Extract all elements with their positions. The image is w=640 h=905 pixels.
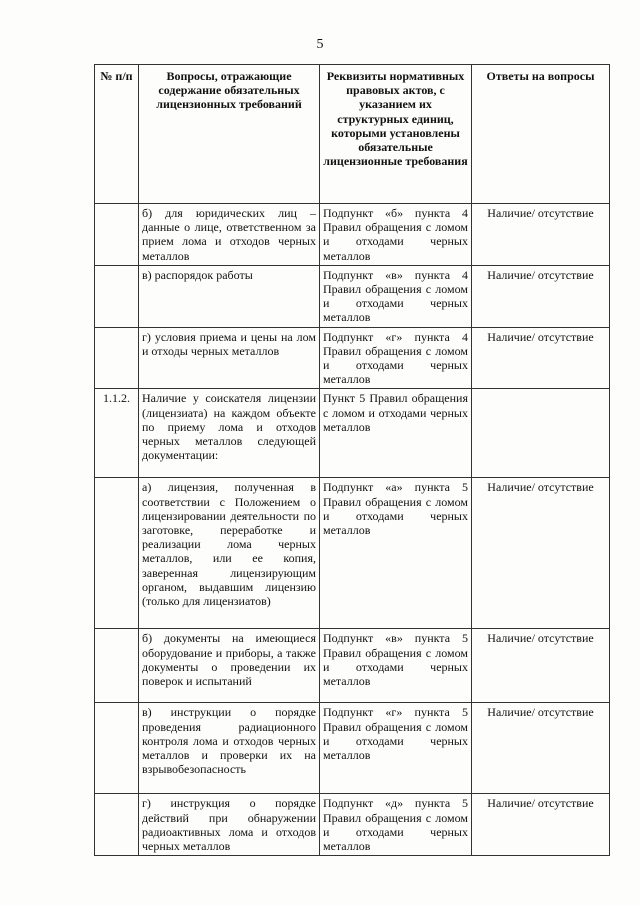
row-requisite: Подпункт «в» пункта 4 Правил обращения с ломом и отходами черных металлов bbox=[320, 265, 472, 327]
row-num bbox=[95, 265, 139, 327]
row-requisite: Подпункт «д» пункта 5 Правил обращения с ломом и отходами черных металлов bbox=[320, 794, 472, 856]
table-row bbox=[95, 204, 610, 266]
row-answer bbox=[472, 389, 610, 478]
row-question: в) инструкции о порядке проведения радиационного контроля лома и отходов черных металлов и проверки их на взрывобезопасность bbox=[139, 703, 320, 794]
row-num: 1.1.2. bbox=[95, 389, 139, 478]
row-num bbox=[95, 794, 139, 856]
row-question: г) инструкция о порядке действий при обнаружении радиоактивных лома и отходов черных металлов bbox=[139, 794, 320, 856]
row-num bbox=[95, 703, 139, 794]
row-question: а) лицензия, полученная в соответствии с Положением о лицензировании деятельности по заготовке, переработке и реализации лома черных металлов, или ее копия, заверенная лицензирующим органом, выдавшим лицензию (только для лицензиатов) bbox=[139, 478, 320, 629]
row-num bbox=[95, 327, 139, 389]
row-question: б) для юридических лиц – данные о лице, ответственном за прием лома и отходов черных металлов bbox=[139, 204, 320, 266]
row-requisite: Подпункт «а» пункта 5 Правил обращения с ломом и отходами черных металлов bbox=[320, 478, 472, 629]
row-answer: Наличие/ отсутствие bbox=[472, 703, 610, 794]
row-requisite: Подпункт «б» пункта 4 Правил обращения с ломом и отходами черных металлов bbox=[320, 204, 472, 266]
row-requisite: Пункт 5 Правил обращения с ломом и отходами черных металлов bbox=[320, 389, 472, 478]
row-requisite: Подпункт «г» пункта 5 Правил обращения с ломом и отходами черных металлов bbox=[320, 703, 472, 794]
row-question: в) распорядок работы bbox=[139, 265, 320, 327]
table-row bbox=[95, 629, 610, 703]
table-row bbox=[95, 478, 610, 629]
row-question: г) условия приема и цены на лом и отходы черных металлов bbox=[139, 327, 320, 389]
row-answer: Наличие/ отсутствие bbox=[472, 794, 610, 856]
header-requisites: Реквизиты нормативных правовых актов, с указанием их структурных единиц, которыми установлены обязательные лицензионные требования bbox=[320, 65, 472, 204]
page-number: 5 bbox=[316, 37, 324, 52]
table-row bbox=[95, 389, 610, 478]
row-question: б) документы на имеющиеся оборудование и приборы, а также документы о проведении их поверок и испытаний bbox=[139, 629, 320, 703]
row-num bbox=[95, 478, 139, 629]
row-requisite: Подпункт «г» пункта 4 Правил обращения с ломом и отходами черных металлов bbox=[320, 327, 472, 389]
row-answer: Наличие/ отсутствие bbox=[472, 327, 610, 389]
row-answer: Наличие/ отсутствие bbox=[472, 629, 610, 703]
row-num bbox=[95, 204, 139, 266]
row-answer: Наличие/ отсутствие bbox=[472, 204, 610, 266]
row-question: Наличие у соискателя лицензии (лицензиата) на каждом объекте по приему лома и отходов черных металлов следующей документации: bbox=[139, 389, 320, 478]
header-num: № п/п bbox=[95, 65, 139, 204]
table-row bbox=[95, 327, 610, 389]
row-requisite: Подпункт «в» пункта 5 Правил обращения с ломом и отходами черных металлов bbox=[320, 629, 472, 703]
table-row bbox=[95, 703, 610, 794]
table-row bbox=[95, 794, 610, 856]
row-num bbox=[95, 629, 139, 703]
table-header-row bbox=[95, 65, 610, 204]
table-row bbox=[95, 265, 610, 327]
license-requirements-table bbox=[94, 64, 610, 856]
row-answer: Наличие/ отсутствие bbox=[472, 265, 610, 327]
header-answers: Ответы на вопросы bbox=[472, 65, 610, 204]
row-answer: Наличие/ отсутствие bbox=[472, 478, 610, 629]
header-questions: Вопросы, отражающие содержание обязательных лицензионных требований bbox=[139, 65, 320, 204]
